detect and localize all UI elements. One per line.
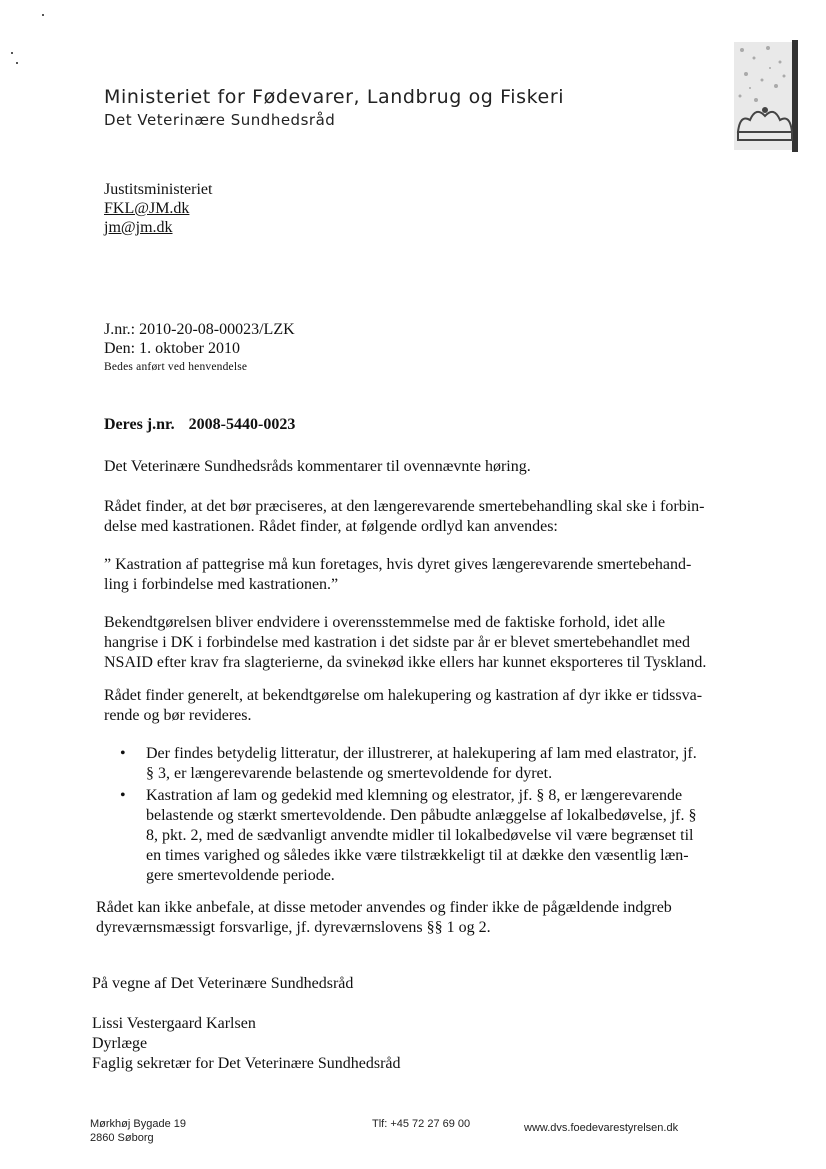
paragraph-4 [96,898,726,938]
journal-number: J.nr.: 2010-20-08-00023/LZK [104,321,295,338]
bullet-icon: • [120,745,126,762]
paragraph-line: dyreværnsmæssigt forsvarlige, jf. dyreværnslovens §§ 1 og 2. [96,919,491,936]
quote-paragraph [104,555,734,595]
paragraph-line: Rådet finder, at det bør præciseres, at den længerevarende smertebehandling skal ske i forbin- [104,498,705,515]
scan-speck [11,52,13,54]
scan-speck [16,62,18,64]
footer-phone: Tlf: +45 72 27 69 00 [372,1118,471,1130]
deres-reference [104,416,295,434]
deres-number: 2008-5440-0023 [188,416,296,433]
paragraph-line: NSAID efter krav fra slagterierne, da svinekød ikke ellers har kunnet eksporteres til Tyskland. [104,654,707,671]
signature-block [92,1014,401,1074]
recipient-name: Justitsministeriet [104,181,213,198]
paragraph-line: Rådet kan ikke anbefale, at disse metoder anvendes og finder ikke de pågældende indgreb [96,899,672,916]
signatory-role: Faglig sekretær for Det Veterinære Sundhedsråd [92,1055,401,1072]
list-line: Der findes betydelig litteratur, der illustrerer, at halekupering af lam med elastrator, jf. [146,745,697,762]
recipient-email-link[interactable]: FKL@JM.dk [104,200,190,217]
signatory-name: Lissi Vestergaard Karlsen [92,1015,256,1032]
recipient-block [104,180,212,237]
list-item [118,744,738,784]
reference-note: Bedes anført ved henvendelse [104,361,248,373]
council-heading: Det Veterinære Sundhedsråd [104,111,336,129]
footer-address [90,1117,186,1145]
on-behalf-line: På vegne af Det Veterinære Sundhedsråd [92,975,354,992]
bullet-icon: • [120,787,126,804]
paragraph-line: Bekendtgørelsen bliver endvidere i overensstemmelse med de faktiske forhold, idet alle [104,614,666,631]
paragraph-line: Rådet finder generelt, at bekendtgørelse om halekupering og kastration af dyr ikke er tidssva- [104,687,703,704]
paragraph-line: hangrise i DK i forbindelse med kastration i det sidste par år er blevet smertebehandlet med [104,634,691,651]
list-line: 8, pkt. 2, med de sædvanligt anvendte midler til lokalbedøvelse vil være begrænset til [146,827,694,844]
recipient-email-link[interactable]: jm@jm.dk [104,219,173,236]
paragraph-1 [104,497,734,537]
footer-street: Mørkhøj Bygade 19 [90,1118,186,1130]
reference-block [104,320,295,377]
letter-date: Den: 1. oktober 2010 [104,340,240,357]
list-line: gere smertevoldende periode. [146,867,335,884]
list-line: § 3, er længerevarende belastende og smertevoldende for dyret. [146,765,553,782]
paragraph-line: delse med kastrationen. Rådet finder, at følgende ordlyd kan anvendes: [104,518,558,535]
royal-crown-crest-icon [732,40,798,152]
list-line: en times varighed og således ikke være tilstrækkeligt til at dække den væsentlig læn- [146,847,689,864]
list-item [118,786,738,886]
paragraph-line: ” Kastration af pattegrise må kun foretages, hvis dyret gives længerevarende smertebehand- [104,556,692,573]
footer-city: 2860 Søborg [90,1132,154,1144]
ministry-heading: Ministeriet for Fødevarer, Landbrug og Fiskeri [104,86,565,108]
deres-label: Deres j.nr. [104,416,175,433]
intro-paragraph [104,457,734,477]
paragraph-2 [104,613,734,673]
intro-line: Det Veterinære Sundhedsråds kommentarer til ovennævnte høring. [104,458,531,475]
bullet-list [118,744,738,888]
paragraph-line: rende og bør revideres. [104,707,252,724]
list-line: belastende og stærkt smertevoldende. Den påbudte anlæggelse af lokalbedøvelse, jf. § [146,807,697,824]
list-line: Kastration af lam og gedekid med klemning og elestrator, jf. § 8, er længerevarende [146,787,683,804]
footer-website-link[interactable]: www.dvs.foedevarestyrelsen.dk [524,1122,679,1134]
paragraph-3 [104,686,734,726]
scan-speck [42,14,44,16]
signatory-title: Dyrlæge [92,1035,148,1052]
paragraph-line: ling i forbindelse med kastrationen.” [104,576,339,593]
